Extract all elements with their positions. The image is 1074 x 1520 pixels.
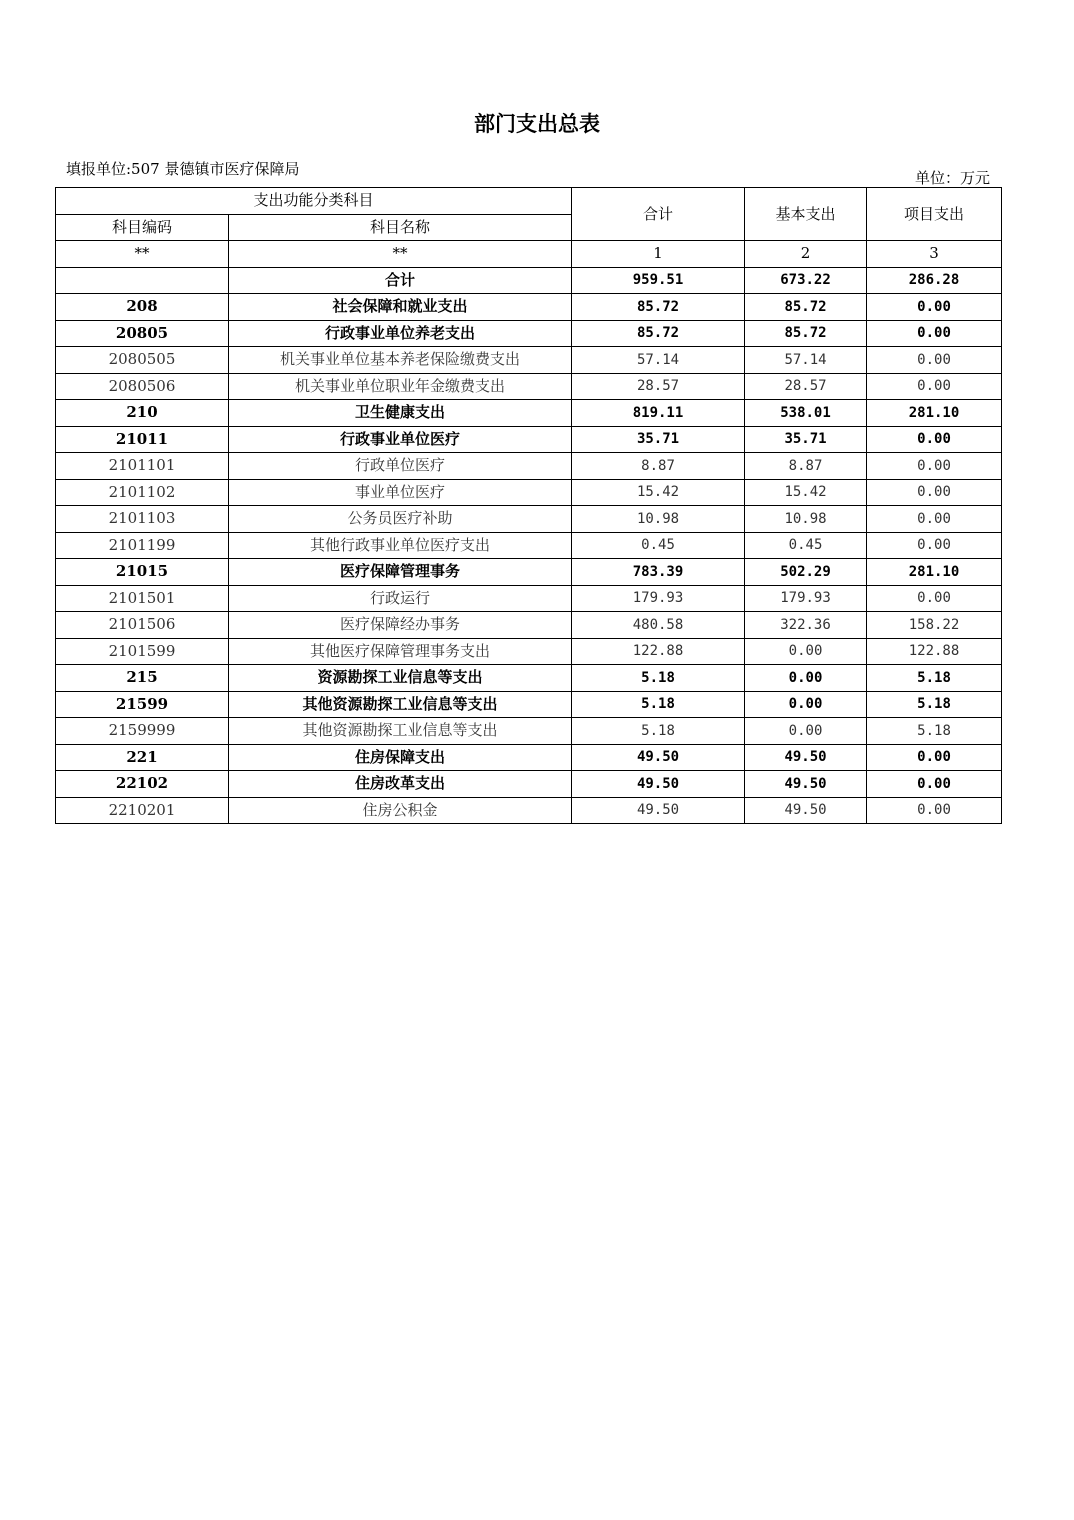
table-row (56, 373, 1002, 400)
cell-code: 2101199 (56, 532, 229, 559)
currency-unit: 单位：万元 (914, 169, 990, 187)
cell-code: 221 (56, 744, 229, 771)
cell-basic: 15.42 (745, 479, 867, 506)
cell-name: 合计 (229, 267, 572, 294)
cell-total: 49.50 (572, 744, 745, 771)
table-row (56, 744, 1002, 771)
cell-total: 5.18 (572, 691, 745, 718)
cell-name: 机关事业单位职业年金缴费支出 (229, 373, 572, 400)
cell-project: 0.00 (867, 426, 1002, 453)
cell-project: 0.00 (867, 347, 1002, 374)
header-total: 合计 (572, 188, 745, 241)
table-row (56, 665, 1002, 692)
table-row (56, 532, 1002, 559)
table-row (56, 400, 1002, 427)
cell-code: 2080505 (56, 347, 229, 374)
cell-code (56, 267, 229, 294)
table-row (56, 612, 1002, 639)
cell-project: 281.10 (867, 400, 1002, 427)
cell-code: 21599 (56, 691, 229, 718)
cell-project: 0.00 (867, 797, 1002, 824)
cell-basic: 57.14 (745, 347, 867, 374)
cell-name: 事业单位医疗 (229, 479, 572, 506)
expenditure-table (55, 187, 1002, 824)
cell-code: 210 (56, 400, 229, 427)
cell-name: 卫生健康支出 (229, 400, 572, 427)
table-row (56, 797, 1002, 824)
cell-total: 783.39 (572, 559, 745, 586)
cell-code: 2101102 (56, 479, 229, 506)
table-row (56, 294, 1002, 321)
cell-code: 208 (56, 294, 229, 321)
cell-basic: 322.36 (745, 612, 867, 639)
cell-code: 20805 (56, 320, 229, 347)
cell-name: 其他行政事业单位医疗支出 (229, 532, 572, 559)
table-row (56, 638, 1002, 665)
cell-total: 5.18 (572, 665, 745, 692)
cell-code: 21015 (56, 559, 229, 586)
cell-code: 22102 (56, 771, 229, 798)
table-row (56, 506, 1002, 533)
page-title: 部门支出总表 (474, 112, 600, 136)
cell-name: 公务员医疗补助 (229, 506, 572, 533)
filing-unit: 填报单位:507 景德镇市医疗保障局 (66, 160, 300, 178)
index-code: ** (56, 241, 229, 268)
cell-total: 959.51 (572, 267, 745, 294)
index-basic: 2 (745, 241, 867, 268)
header-basic: 基本支出 (745, 188, 867, 241)
table-row (56, 267, 1002, 294)
cell-basic: 49.50 (745, 771, 867, 798)
cell-basic: 0.00 (745, 691, 867, 718)
cell-project: 0.00 (867, 771, 1002, 798)
cell-name: 住房公积金 (229, 797, 572, 824)
cell-project: 281.10 (867, 559, 1002, 586)
cell-project: 0.00 (867, 373, 1002, 400)
cell-total: 49.50 (572, 797, 745, 824)
cell-basic: 10.98 (745, 506, 867, 533)
header-index-row (56, 241, 1002, 268)
cell-basic: 0.45 (745, 532, 867, 559)
table-row (56, 691, 1002, 718)
cell-total: 5.18 (572, 718, 745, 745)
table-row (56, 453, 1002, 480)
cell-code: 215 (56, 665, 229, 692)
header-name: 科目名称 (229, 214, 572, 241)
cell-basic: 673.22 (745, 267, 867, 294)
cell-total: 480.58 (572, 612, 745, 639)
cell-total: 85.72 (572, 294, 745, 321)
index-total: 1 (572, 241, 745, 268)
cell-code: 21011 (56, 426, 229, 453)
cell-project: 0.00 (867, 294, 1002, 321)
cell-project: 286.28 (867, 267, 1002, 294)
cell-basic: 538.01 (745, 400, 867, 427)
cell-total: 49.50 (572, 771, 745, 798)
header-group: 支出功能分类科目 (56, 188, 572, 215)
cell-name: 行政事业单位医疗 (229, 426, 572, 453)
cell-basic: 28.57 (745, 373, 867, 400)
cell-project: 0.00 (867, 479, 1002, 506)
cell-project: 0.00 (867, 585, 1002, 612)
cell-project: 0.00 (867, 506, 1002, 533)
cell-code: 2101101 (56, 453, 229, 480)
cell-name: 住房保障支出 (229, 744, 572, 771)
cell-total: 179.93 (572, 585, 745, 612)
cell-total: 28.57 (572, 373, 745, 400)
cell-name: 住房改革支出 (229, 771, 572, 798)
cell-name: 医疗保障经办事务 (229, 612, 572, 639)
cell-basic: 85.72 (745, 294, 867, 321)
cell-code: 2101599 (56, 638, 229, 665)
cell-project: 5.18 (867, 665, 1002, 692)
cell-project: 158.22 (867, 612, 1002, 639)
header-row-1 (56, 188, 1002, 215)
cell-project: 122.88 (867, 638, 1002, 665)
table-row (56, 479, 1002, 506)
table-row (56, 771, 1002, 798)
cell-total: 8.87 (572, 453, 745, 480)
table-row (56, 559, 1002, 586)
cell-total: 819.11 (572, 400, 745, 427)
table-body (56, 188, 1002, 824)
cell-project: 5.18 (867, 718, 1002, 745)
index-project: 3 (867, 241, 1002, 268)
cell-basic: 502.29 (745, 559, 867, 586)
cell-name: 其他医疗保障管理事务支出 (229, 638, 572, 665)
cell-basic: 35.71 (745, 426, 867, 453)
cell-name: 其他资源勘探工业信息等支出 (229, 718, 572, 745)
cell-project: 0.00 (867, 453, 1002, 480)
cell-code: 2080506 (56, 373, 229, 400)
table-row (56, 585, 1002, 612)
cell-basic: 49.50 (745, 797, 867, 824)
cell-code: 2101501 (56, 585, 229, 612)
header-code: 科目编码 (56, 214, 229, 241)
cell-code: 2210201 (56, 797, 229, 824)
cell-total: 0.45 (572, 532, 745, 559)
cell-basic: 0.00 (745, 718, 867, 745)
cell-total: 122.88 (572, 638, 745, 665)
cell-total: 57.14 (572, 347, 745, 374)
cell-project: 0.00 (867, 744, 1002, 771)
cell-name: 社会保障和就业支出 (229, 294, 572, 321)
cell-basic: 179.93 (745, 585, 867, 612)
cell-basic: 85.72 (745, 320, 867, 347)
cell-project: 5.18 (867, 691, 1002, 718)
cell-basic: 0.00 (745, 665, 867, 692)
table-row (56, 426, 1002, 453)
cell-name: 机关事业单位基本养老保险缴费支出 (229, 347, 572, 374)
index-name: ** (229, 241, 572, 268)
header-project: 项目支出 (867, 188, 1002, 241)
cell-name: 资源勘探工业信息等支出 (229, 665, 572, 692)
cell-basic: 49.50 (745, 744, 867, 771)
cell-code: 2101103 (56, 506, 229, 533)
cell-project: 0.00 (867, 320, 1002, 347)
cell-basic: 0.00 (745, 638, 867, 665)
cell-code: 2159999 (56, 718, 229, 745)
cell-name: 行政单位医疗 (229, 453, 572, 480)
cell-total: 15.42 (572, 479, 745, 506)
cell-total: 85.72 (572, 320, 745, 347)
table-row (56, 347, 1002, 374)
cell-name: 医疗保障管理事务 (229, 559, 572, 586)
cell-total: 10.98 (572, 506, 745, 533)
cell-name: 其他资源勘探工业信息等支出 (229, 691, 572, 718)
cell-code: 2101506 (56, 612, 229, 639)
cell-total: 35.71 (572, 426, 745, 453)
cell-name: 行政事业单位养老支出 (229, 320, 572, 347)
table-row (56, 718, 1002, 745)
table-row (56, 320, 1002, 347)
cell-name: 行政运行 (229, 585, 572, 612)
cell-basic: 8.87 (745, 453, 867, 480)
cell-project: 0.00 (867, 532, 1002, 559)
